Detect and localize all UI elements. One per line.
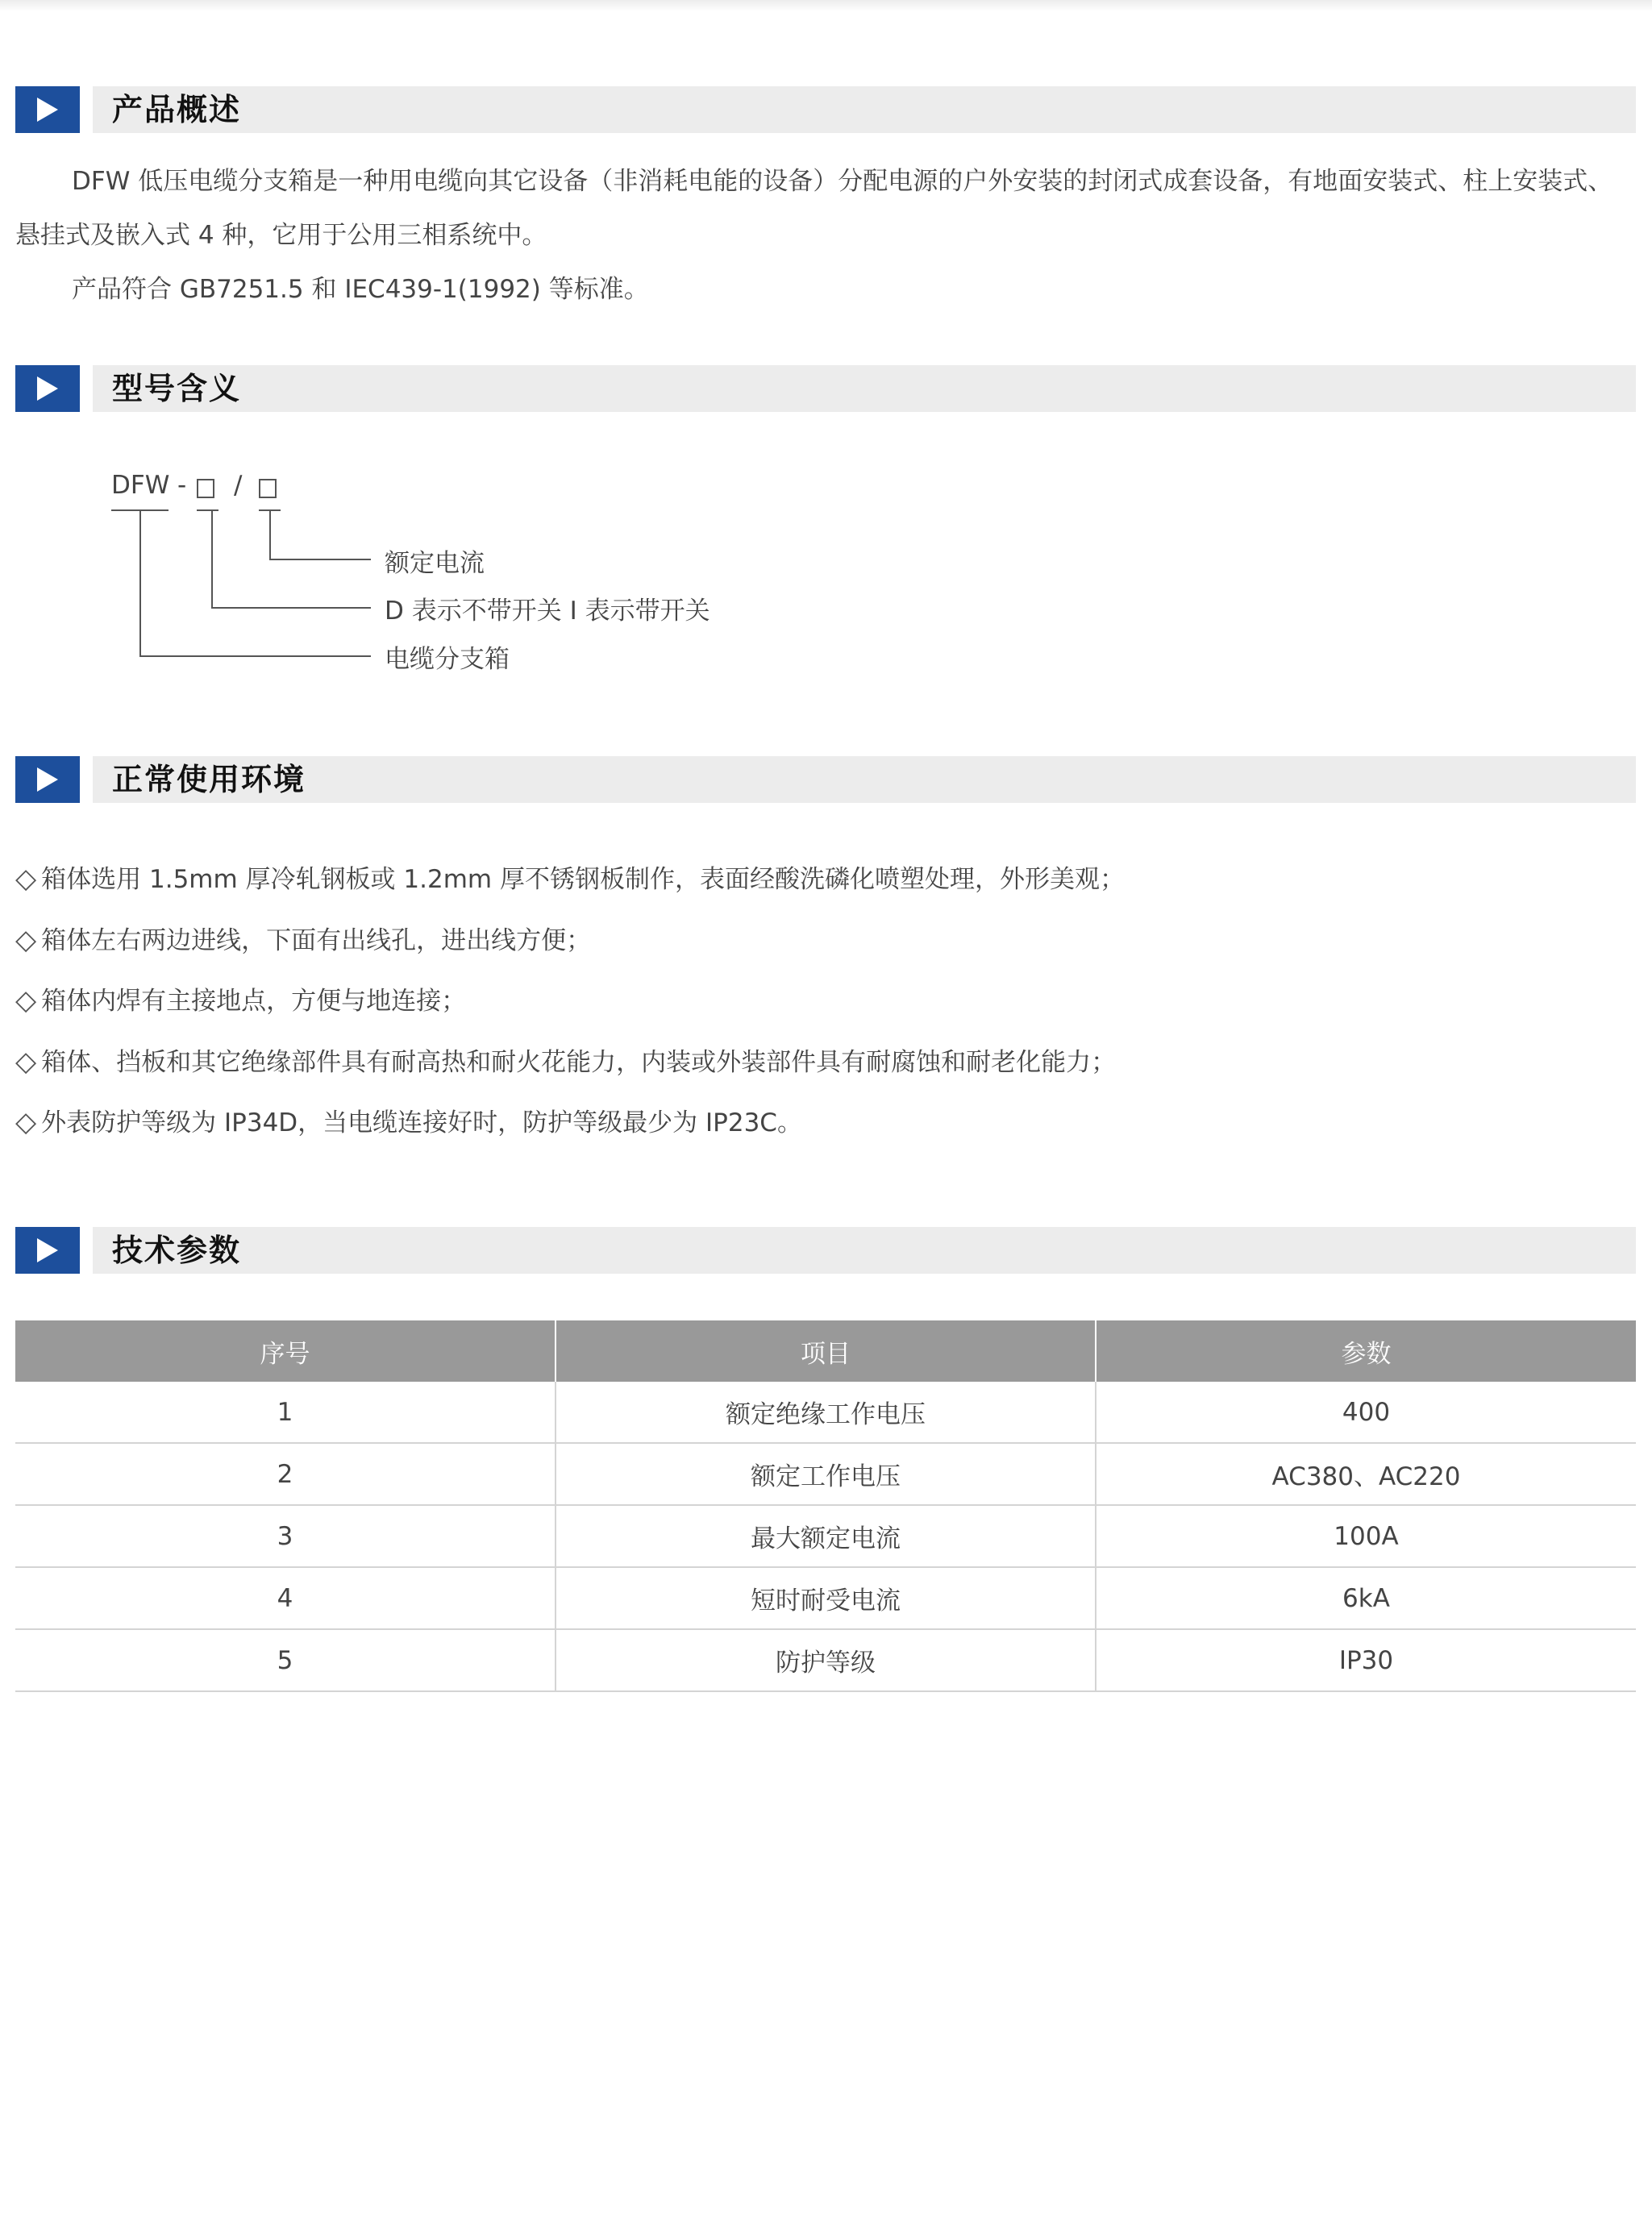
cell-index: 4	[15, 1567, 556, 1629]
section-title: 技术参数	[112, 1233, 242, 1268]
play-arrow-icon	[37, 767, 58, 792]
cell-value: 6kA	[1096, 1567, 1636, 1629]
underline-box-1	[197, 509, 218, 511]
table-row	[15, 1382, 1636, 1443]
connector-horizontal-rated-current	[269, 559, 371, 560]
play-arrow-icon	[37, 1238, 58, 1262]
cell-index: 1	[15, 1382, 556, 1443]
cell-index: 5	[15, 1629, 556, 1691]
top-shadow	[0, 0, 1652, 11]
diamond-bullet-icon: ◇	[15, 923, 37, 956]
model-label-cable-box: 电缆分支箱	[385, 645, 510, 674]
diamond-bullet-icon: ◇	[15, 1106, 37, 1138]
list-item-text: 外表防护等级为 IP34D，当电缆连接好时，防护等级最少为 IP23C。	[41, 1108, 802, 1137]
model-label-rated-current: 额定电流	[385, 549, 485, 578]
table-row	[15, 1443, 1636, 1505]
list-item	[15, 916, 1636, 977]
model-label-switch: D 表示不带开关 I 表示带开关	[385, 597, 710, 626]
column-header-item: 项目	[556, 1320, 1096, 1382]
section-title: 正常使用环境	[112, 762, 306, 797]
column-header-value: 参数	[1096, 1320, 1636, 1382]
connector-vertical-cable-box	[139, 511, 141, 656]
table-row	[15, 1505, 1636, 1567]
diamond-bullet-icon: ◇	[15, 984, 37, 1017]
list-item	[15, 1037, 1636, 1099]
section-title: 产品概述	[112, 92, 242, 127]
model-code-box-2	[259, 479, 277, 498]
list-item-text: 箱体选用 1.5mm 厚冷轧钢板或 1.2mm 厚不锈钢板制作，表面经酸洗磷化喷塑处理，外形美观；	[41, 865, 1125, 894]
overview-paragraph-1: DFW 低压电缆分支箱是一种用电缆向其它设备（非消耗电能的设备）分配电源的户外安装的封闭式成套设备，有地面安装式、柱上安装式、悬挂式及嵌入式 4 种，它用于公用三相系统中。	[15, 167, 1613, 250]
section-header-params	[15, 1227, 1636, 1274]
table-row	[15, 1629, 1636, 1691]
section-bar	[93, 86, 1636, 133]
connector-horizontal-cable-box	[139, 655, 371, 657]
section-bar	[93, 756, 1636, 803]
params-table	[15, 1320, 1636, 1692]
play-arrow-icon	[37, 98, 58, 122]
overview-paragraph-2: 产品符合 GB7251.5 和 IEC439-1(1992) 等标准。	[72, 275, 649, 304]
section-marker	[15, 1227, 80, 1274]
section-bar	[93, 365, 1636, 412]
section-marker	[15, 756, 80, 803]
section-bar	[93, 1227, 1636, 1274]
section-header-environment	[15, 756, 1636, 803]
cell-value: 100A	[1096, 1505, 1636, 1567]
section-marker	[15, 86, 80, 133]
column-header-index: 序号	[15, 1320, 556, 1382]
cell-item: 额定工作电压	[556, 1443, 1096, 1505]
cell-value: IP30	[1096, 1629, 1636, 1691]
diamond-bullet-icon: ◇	[15, 863, 37, 895]
table-row	[15, 1567, 1636, 1629]
cell-index: 3	[15, 1505, 556, 1567]
table-header-row	[15, 1320, 1636, 1382]
cell-item: 最大额定电流	[556, 1505, 1096, 1567]
diamond-bullet-icon: ◇	[15, 1045, 37, 1078]
section-title: 型号含义	[112, 371, 242, 406]
connector-vertical-switch	[211, 511, 213, 608]
list-item	[15, 976, 1636, 1037]
environment-list	[15, 855, 1636, 1159]
list-item-text: 箱体左右两边进线，下面有出线孔，进出线方便；	[41, 925, 592, 955]
cell-value: 400	[1096, 1382, 1636, 1443]
model-code-dash: -	[177, 471, 187, 500]
connector-vertical-rated-current	[269, 511, 271, 559]
cell-item: 防护等级	[556, 1629, 1096, 1691]
cell-item: 短时耐受电流	[556, 1567, 1096, 1629]
section-marker	[15, 365, 80, 412]
cell-index: 2	[15, 1443, 556, 1505]
list-item	[15, 855, 1636, 916]
cell-item: 额定绝缘工作电压	[556, 1382, 1096, 1443]
connector-horizontal-switch	[211, 607, 371, 609]
model-code-slash: /	[234, 471, 243, 500]
play-arrow-icon	[37, 376, 58, 401]
cell-value: AC380、AC220	[1096, 1443, 1636, 1505]
list-item-text: 箱体、挡板和其它绝缘部件具有耐高热和耐火花能力，内装或外装部件具有耐腐蚀和耐老化能力；	[41, 1047, 1117, 1077]
list-item	[15, 1098, 1636, 1159]
section-header-overview	[15, 86, 1636, 133]
model-code-prefix: DFW	[111, 471, 170, 500]
list-item-text: 箱体内焊有主接地点，方便与地连接；	[41, 987, 467, 1016]
section-header-model	[15, 365, 1636, 412]
model-code-box-1	[197, 479, 214, 498]
